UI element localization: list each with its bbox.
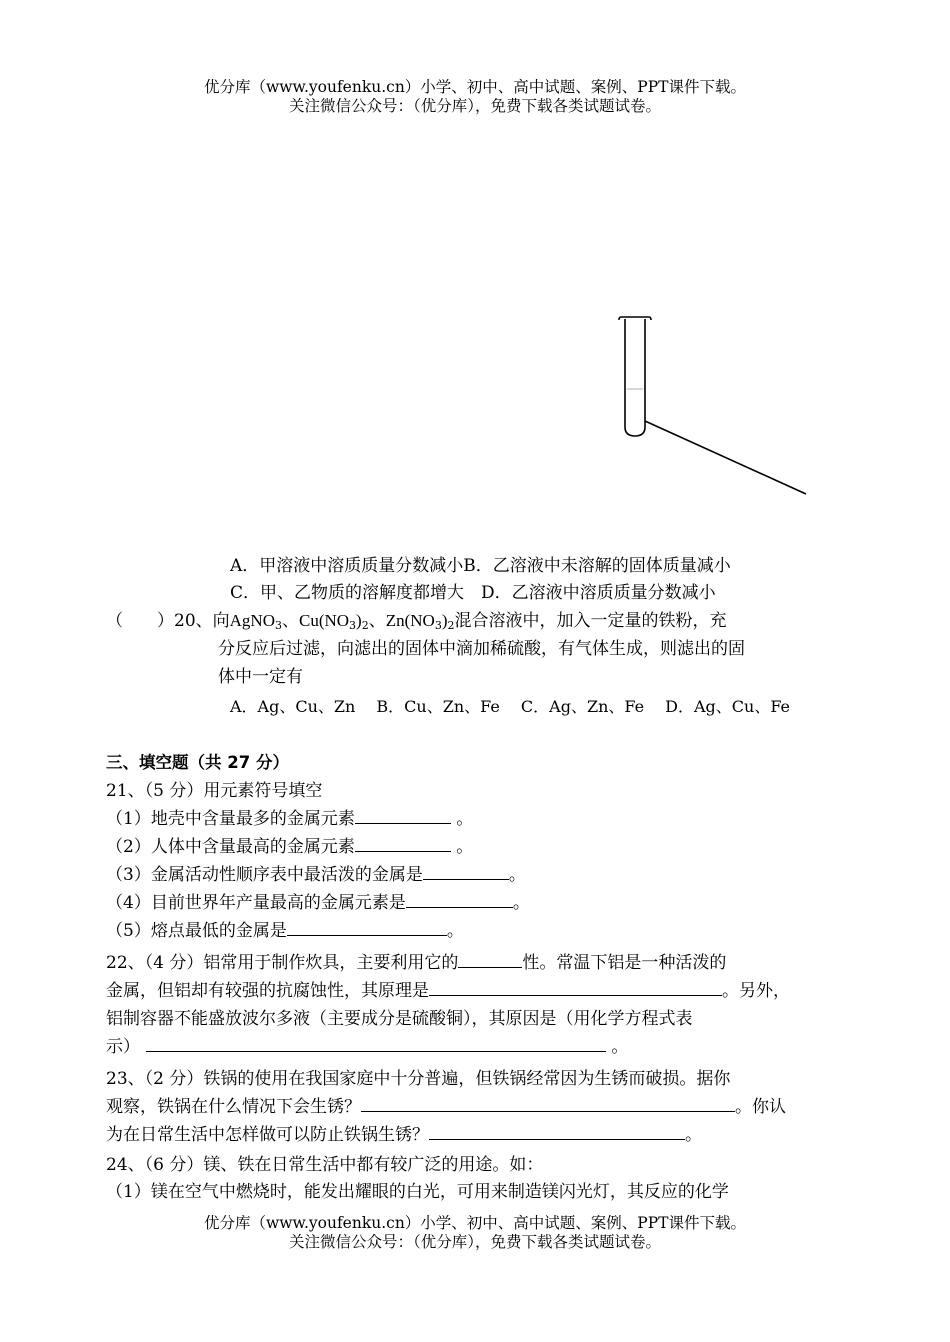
- q22-line-2: 金属，但铝却有较强的抗腐蚀性，其原理是 。另外，: [106, 981, 790, 1001]
- q20-line-2: 分反应后过滤，向滤出的固体中滴加稀硫酸，有气体生成，则滤出的固: [218, 639, 745, 659]
- answer-blank[interactable]: [423, 864, 509, 880]
- test-tube-icon: [600, 305, 820, 505]
- q20-line-1: （ ）20、向AgNO$_3$、$Cu(NO_3)_2$、$Zn(NO_3)_2$混合溶液中，加入一定量的铁粉，充: [106, 611, 727, 632]
- answer-blank[interactable]: [429, 1124, 685, 1140]
- page-footer: [0, 1214, 950, 1252]
- q20-answer-paren: （ ）: [106, 611, 174, 631]
- q21-stem: 21、（5 分）用元素符号填空: [106, 781, 323, 801]
- q21-item-1: （1）地壳中含量最多的金属元素 。: [106, 809, 474, 829]
- q21-item-2: （2）人体中含量最高的金属元素 。: [106, 837, 474, 857]
- header-line-1: 优分库（www.youfenku.cn）小学、初中、高中试题、案例、PPT课件下载。: [203, 78, 747, 96]
- q19-options-row-1: [230, 555, 731, 577]
- q20-line-3: 体中一定有: [218, 667, 303, 687]
- q19-option-d: D．乙溶液中溶质质量分数减小: [481, 583, 716, 603]
- q19-option-b: B．乙溶液中未溶解的固体质量减小: [463, 556, 731, 576]
- q19-option-c: C．甲、乙物质的溶解度都增大: [230, 583, 465, 603]
- answer-blank[interactable]: [406, 892, 513, 908]
- page-header: [0, 78, 950, 116]
- header-line-2: 关注微信公众号：（优分库），免费下载各类试题试卷。: [288, 97, 661, 115]
- q21-item-5: （5）熔点最低的金属是 。: [106, 921, 464, 941]
- q22-line-1: 22、（4 分）铝常用于制作炊具，主要利用它的 性。常温下铝是一种活泼的: [106, 953, 727, 973]
- answer-blank[interactable]: [287, 920, 447, 936]
- q19-options-row-2: [230, 582, 716, 604]
- q22-line-4: 示） 。: [106, 1037, 629, 1057]
- q23-line-2: 观察，铁锅在什么情况下会生锈？ 。你认: [106, 1097, 786, 1117]
- footer-line-1: 优分库（www.youfenku.cn）小学、初中、高中试题、案例、PPT课件下载。: [203, 1214, 747, 1232]
- answer-blank[interactable]: [355, 836, 451, 852]
- q20-options: A．Ag、Cu、Zn B．Cu、Zn、Fe C．Ag、Zn、Fe D．Ag、Cu、Fe: [230, 697, 791, 716]
- answer-blank[interactable]: [355, 808, 451, 824]
- q21-item-4: （4）目前世界年产量最高的金属元素是 。: [106, 893, 530, 913]
- section-title: 三、填空题（共 27 分）: [106, 753, 289, 772]
- q24-line-1: 24、（6 分）镁、铁在日常生活中都有较广泛的用途。如：: [106, 1155, 544, 1175]
- q23-line-3: 为在日常生活中怎样做可以防止铁锅生锈？ 。: [106, 1125, 702, 1145]
- answer-blank[interactable]: [429, 980, 722, 996]
- q22-line-3: 铝制容器不能盛放波尔多液（主要成分是硫酸铜），其原因是（用化学方程式表: [106, 1009, 693, 1029]
- q24-line-2: （1）镁在空气中燃烧时，能发出耀眼的白光，可用来制造镁闪光灯，其反应的化学: [106, 1182, 729, 1202]
- answer-blank[interactable]: [458, 952, 522, 968]
- answer-blank[interactable]: [146, 1036, 606, 1052]
- footer-line-2: 关注微信公众号：（优分库），免费下载各类试题试卷。: [288, 1233, 661, 1251]
- q21-item-3: （3）金属活动性顺序表中最活泼的金属是 。: [106, 865, 526, 885]
- q23-line-1: 23、（2 分）铁锅的使用在我国家庭中十分普遍，但铁锅经常因为生锈而破损。据你: [106, 1069, 731, 1089]
- q19-option-a: A．甲溶液中溶质质量分数减小: [230, 556, 464, 576]
- answer-blank[interactable]: [361, 1096, 735, 1112]
